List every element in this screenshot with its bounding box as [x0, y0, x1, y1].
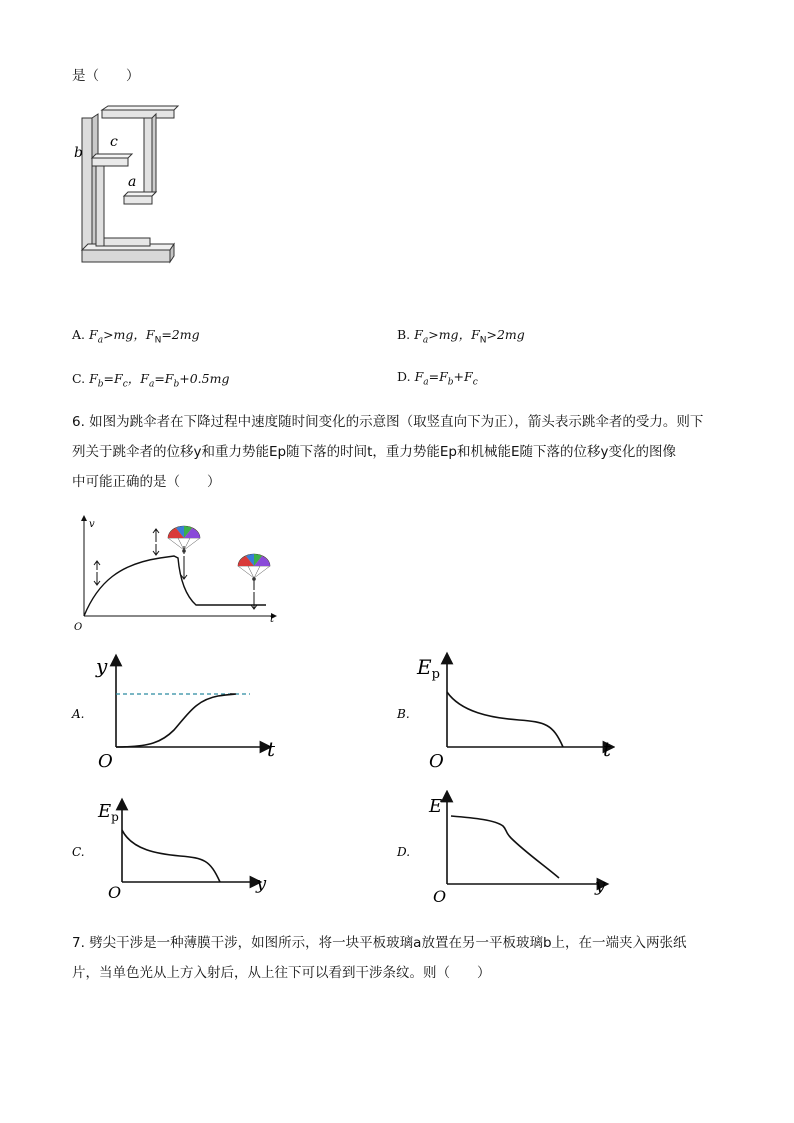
option-b-ylabel: $E_p$	[417, 655, 440, 682]
force-arrows	[94, 529, 257, 609]
block-c-top-face	[102, 106, 178, 110]
label-a: a	[128, 174, 137, 190]
option-a-label: A.	[72, 707, 85, 721]
parachute-icon	[238, 554, 270, 581]
q6-option-d-graph[interactable]	[395, 790, 615, 905]
block-c-top	[102, 110, 174, 118]
option-b-origin: O	[429, 751, 444, 772]
block-b-top-face	[92, 154, 132, 158]
q5-stem-tail: 是（ ）	[72, 68, 140, 84]
q6-option-a-graph[interactable]	[70, 650, 290, 775]
q6-stem-line-3: 中可能正确的是（ ）	[72, 474, 221, 490]
q6-vt-diagram	[70, 512, 285, 637]
q5-option-b[interactable]: B. $F_a>mg$，$F_N>2mg$	[397, 327, 525, 346]
option-c-ylabel: $E_p$	[98, 801, 119, 824]
block-a-post	[144, 118, 152, 196]
option-d-origin: O	[433, 887, 447, 905]
q6-option-c-graph[interactable]	[70, 790, 290, 905]
option-d-label: D.	[397, 845, 411, 859]
option-a-origin: O	[98, 751, 113, 772]
block-b-post	[96, 166, 104, 246]
block-a-bottom-face	[124, 192, 156, 196]
q5-option-d[interactable]: D. $F_a=F_b+F_c$	[397, 369, 478, 388]
option-b-curve	[447, 692, 563, 747]
label-b: b	[74, 145, 83, 161]
q6-stem-line-1: 6. 如图为跳伞者在下降过程中速度随时间变化的示意图（取竖直向下为正），箭头表示跳伞者的受力。则下	[72, 414, 704, 430]
q7-stem-line-2: 片，当单色光从上方入射后，从上往下可以看到干涉条纹。则（ ）	[72, 965, 491, 981]
option-c-xlabel: y	[256, 873, 267, 894]
block-b-bottom	[104, 238, 150, 246]
block-c-bottom	[82, 250, 170, 262]
q6-option-b-graph[interactable]	[395, 650, 615, 775]
q5-option-c[interactable]: C. $F_b=F_c$，$F_a=F_b+0.5mg$	[72, 371, 230, 390]
option-d-xlabel: y	[595, 875, 606, 896]
option-a-ylabel: y	[96, 654, 108, 678]
vt-label-o: O	[74, 622, 83, 633]
option-a-curve	[116, 694, 235, 747]
block-a-post-side	[152, 114, 156, 196]
label-c: c	[110, 134, 118, 150]
vt-label-v: v	[89, 519, 95, 530]
option-c-label: C.	[72, 845, 85, 859]
option-d-ylabel: E	[429, 796, 443, 817]
vt-label-t: t	[270, 614, 275, 625]
option-c-origin: O	[108, 883, 122, 902]
option-c-curve	[122, 830, 220, 882]
option-b-label: B.	[397, 707, 410, 721]
q5-option-a[interactable]: A. $F_a>mg$，$F_N=2mg$	[72, 327, 200, 346]
block-a-bottom	[124, 196, 152, 204]
q5-blocks-figure	[70, 100, 185, 275]
block-b-top	[92, 158, 128, 166]
q7-stem-line-1: 7. 劈尖干涉是一种薄膜干涉，如图所示，将一块平板玻璃a放置在另一平板玻璃b上，在一端夹入两张纸	[72, 935, 687, 951]
option-d-curve	[451, 816, 559, 878]
q6-stem-line-2: 列关于跳伞者的位移y和重力势能Ep随下落的时间t，重力势能Ep和机械能E随下落的位移y变化的图像	[72, 444, 676, 460]
option-a-xlabel: t	[267, 737, 276, 761]
block-c-post	[82, 118, 92, 250]
option-b-xlabel: t	[603, 737, 612, 761]
